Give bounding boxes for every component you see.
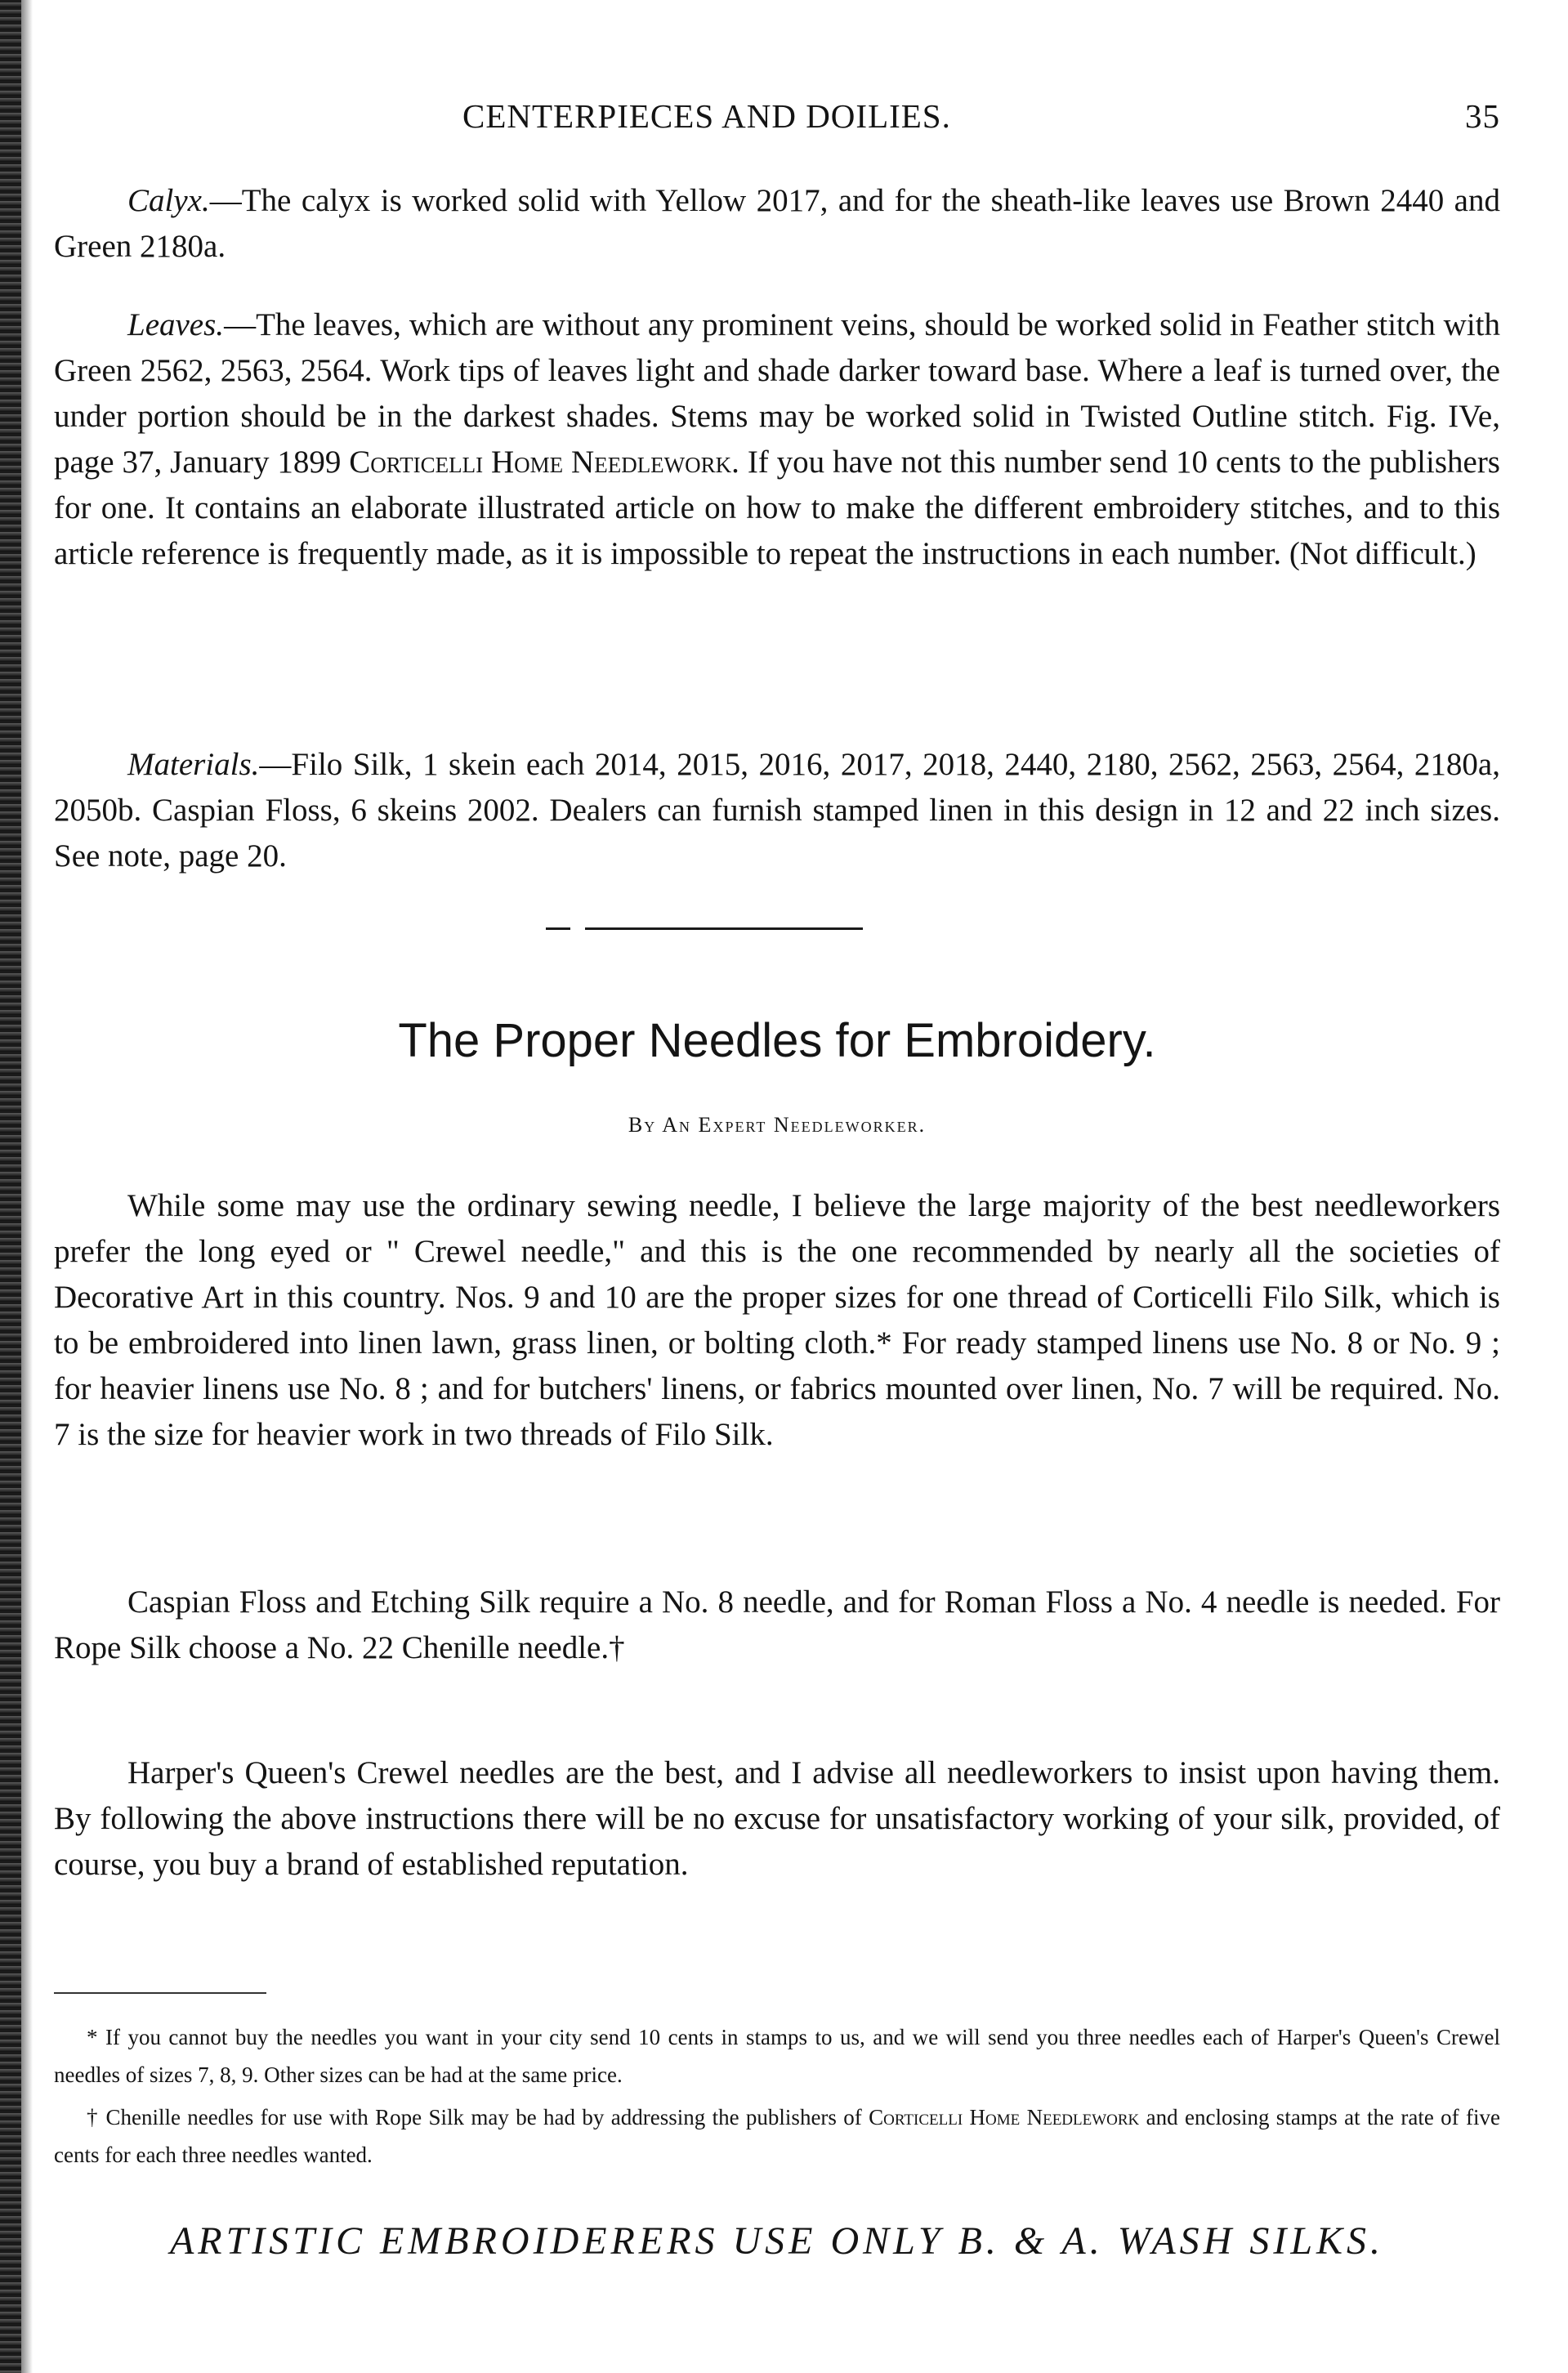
needles-paragraph-3 xyxy=(54,1750,1500,1888)
needles-paragraph-1 xyxy=(54,1183,1500,1458)
leaves-paragraph xyxy=(54,302,1500,577)
paragraph-text: While some may use the ordinary sewing needle, I believe the large majority of the best needleworkers prefer the long eyed or " Crewel needle," and this is the one recommended by nearly all the societies of Decorative Art in this country. Nos. 9 and 10 are the proper sizes for one thread of Corticelli Filo Silk, which is to be embroidered into linen lawn, grass linen, or bolting cloth.* For ready stamped linens use No. 8 or No. 9 ; for heavier linens use No. 8 ; and for butchers' linens, or fabrics mounted over linen, No. 7 will be required. No. 7 is the size for heavier work in two threads of Filo Silk. xyxy=(54,1188,1500,1452)
footnote-2 xyxy=(54,2098,1500,2174)
section-divider-short xyxy=(546,927,570,930)
footnotes xyxy=(54,2018,1500,2179)
materials-lead: Materials. xyxy=(127,747,260,782)
publication-name: Corticelli Home Needlework xyxy=(349,445,732,480)
footnote-1: * If you cannot buy the needles you want in your city send 10 cents in stamps to us, and we will send you three needles each of Harper's Queen's Crewel needles of sizes 7, 8, 9. Other sizes can be had at the same price. xyxy=(54,2025,1500,2087)
leaves-text-1: —The leaves, which are without any prominent veins, should be worked solid in Feather stitch with Green 2562, 2563, 2564. Work tips of leaves light and shade darker toward base. Where a leaf is turned over, the under portion should be in the darkest shades. Stems may be worked solid in Twisted Outline stitch. Fig. IVe, page 37, January 1899 xyxy=(54,307,1500,480)
article-title: The Proper Needles for Embroidery. xyxy=(398,1014,1156,1067)
paragraph-text: Caspian Floss and Etching Silk require a No. 8 needle, and for Roman Floss a No. 4 needle is needed. For Rope Silk choose a No. 22 Chenille needle.† xyxy=(54,1584,1500,1665)
footnote-2-publication: Corticelli Home Needlework xyxy=(869,2105,1140,2129)
materials-paragraph xyxy=(54,742,1500,879)
calyx-paragraph xyxy=(54,178,1500,270)
running-title: CENTERPIECES AND DOILIES. xyxy=(462,97,951,135)
calyx-lead: Calyx. xyxy=(127,183,210,218)
page-number: 35 xyxy=(1465,97,1500,135)
book-page xyxy=(54,0,1500,2373)
book-binding-edge xyxy=(0,0,21,2373)
section-divider xyxy=(585,927,863,930)
running-header xyxy=(54,96,1500,145)
leaves-lead: Leaves. xyxy=(127,307,225,342)
footnote-2-text-a: † Chenille needles for use with Rope Silk may be had by addressing the publishers of xyxy=(87,2105,869,2129)
footnote-2-text-b: and enclosing stamps at the rate of five cents for each three needles wanted. xyxy=(54,2105,1500,2167)
materials-text: —Filo Silk, 1 skein each 2014, 2015, 2016, 2017, 2018, 2440, 2180, 2562, 2563, 2564, 2180a, 2050b. Caspian Floss, 6 skeins 2002. Dealers can furnish stamped linen in this design in 12 and 22 inch sizes. See note, page 20. xyxy=(54,747,1500,874)
advertisement-line: ARTISTIC EMBROIDERERS USE ONLY B. & A. WASH SILKS. xyxy=(169,2219,1385,2263)
paragraph-text: Harper's Queen's Crewel needles are the best, and I advise all needleworkers to insist upon having them. By following the above instructions there will be no excuse for unsatisfactory working of your silk, provided, of course, you buy a brand of established reputation. xyxy=(54,1755,1500,1882)
footnote-rule xyxy=(54,1992,266,1994)
calyx-text: —The calyx is worked solid with Yellow 2017, and for the sheath-like leaves use Brown 2440 and Green 2180a. xyxy=(54,183,1500,264)
binding-shadow xyxy=(21,0,33,2373)
article-byline: By An Expert Needleworker. xyxy=(628,1113,927,1137)
leaves-text-2: . If you have not this number send 10 cents to the publishers for one. It contains an elaborate illustrated article on how to make the different embroidery stitches, and to this article reference is frequently made, as it is impossible to repeat the instructions in each number. (Not difficult.) xyxy=(54,445,1500,571)
needles-paragraph-2 xyxy=(54,1580,1500,1671)
